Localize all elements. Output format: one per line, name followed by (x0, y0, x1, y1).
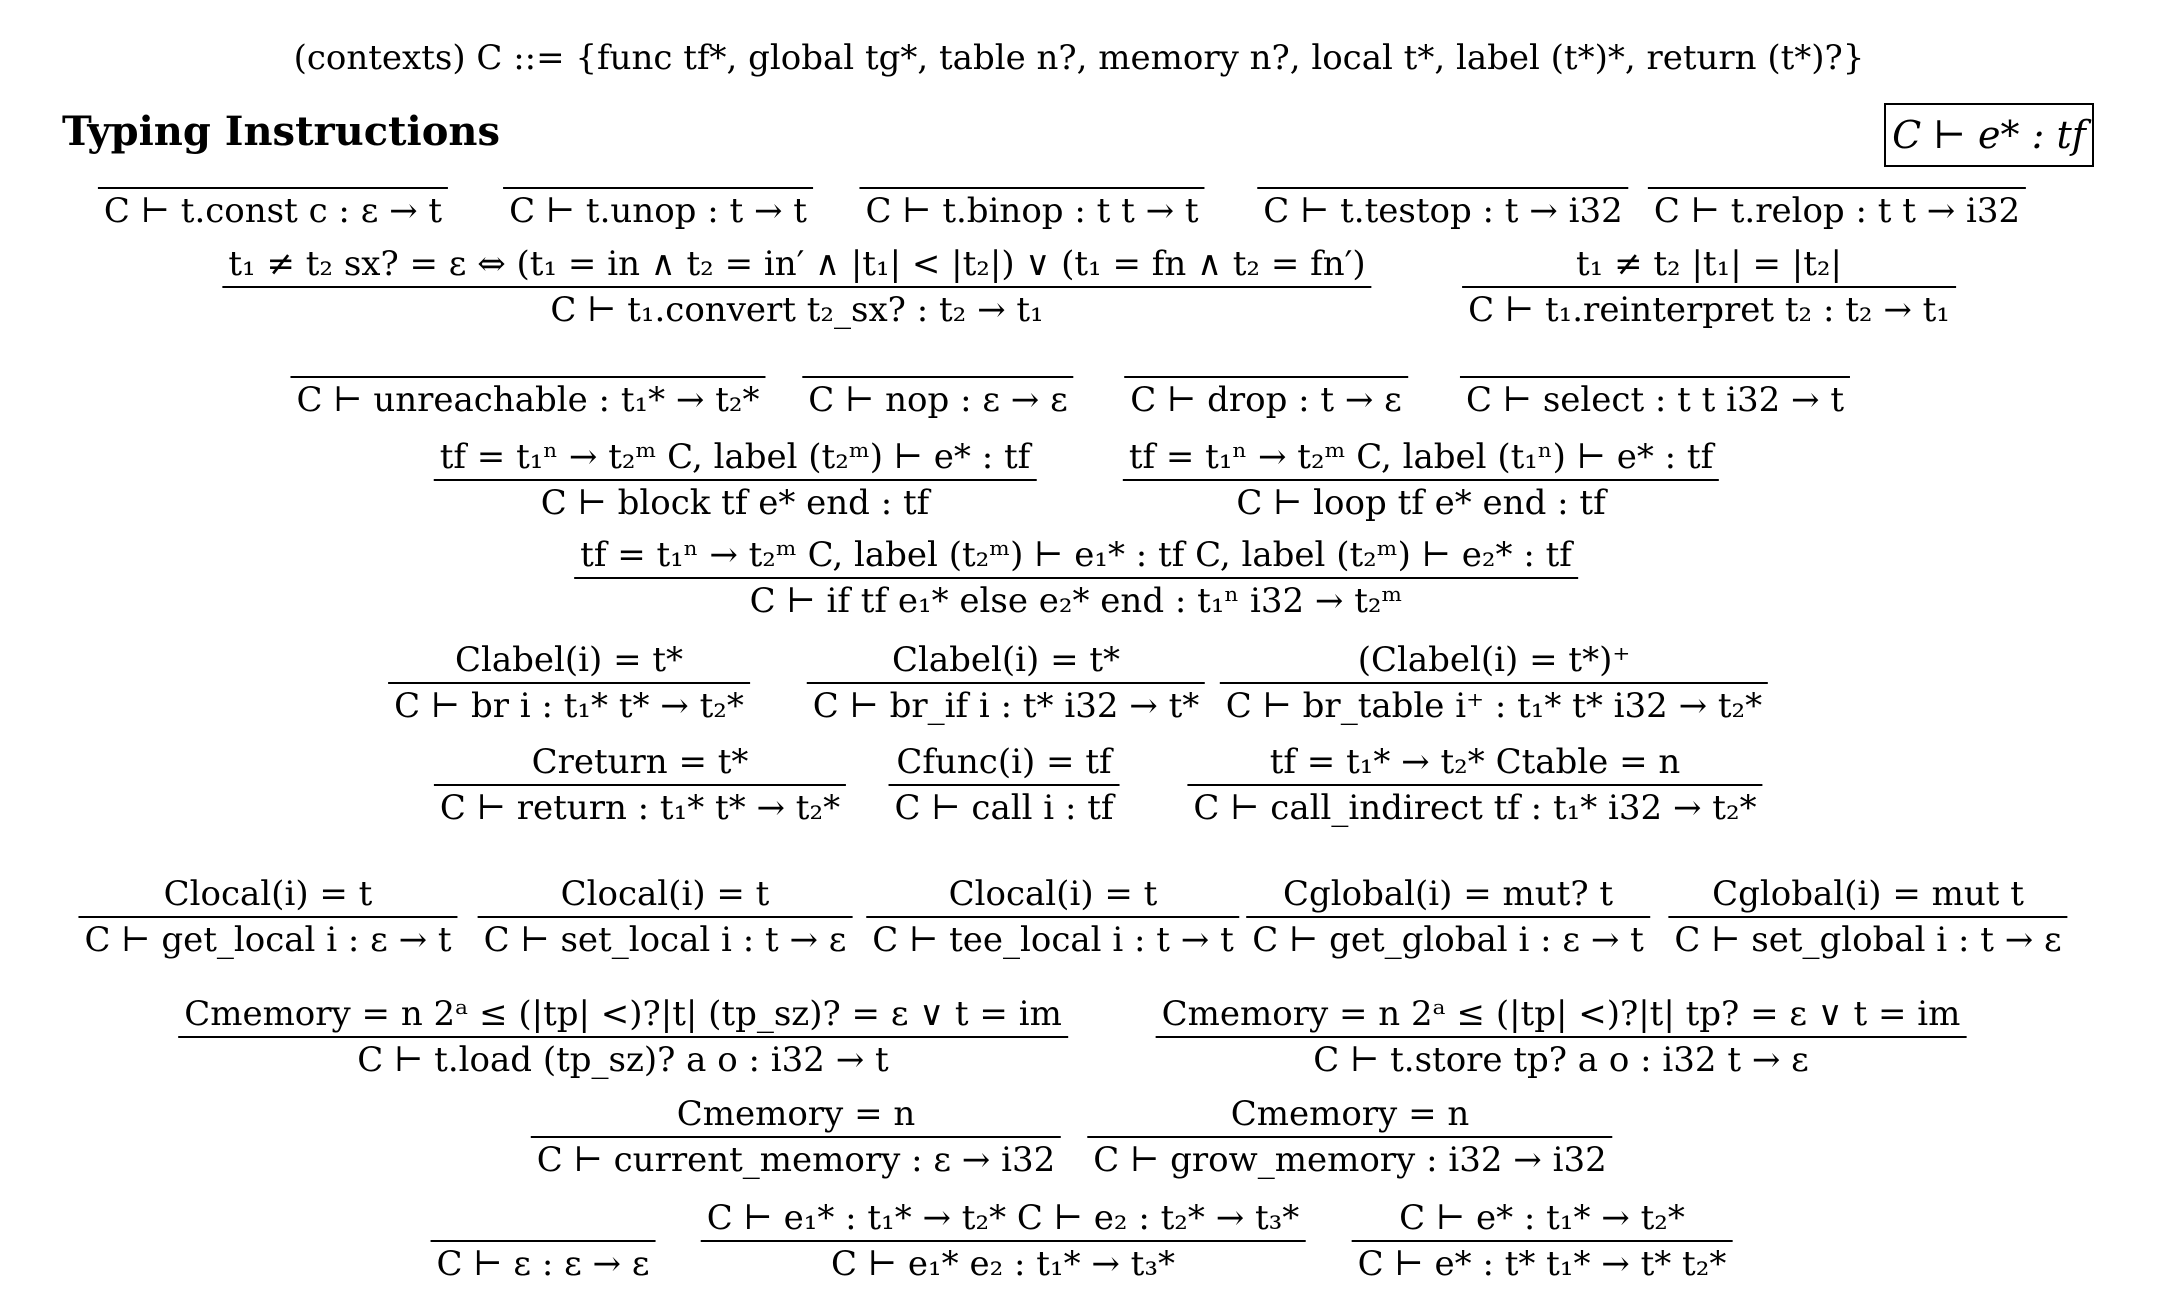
rule-call (889, 740, 1120, 830)
rule-testop (1257, 143, 1628, 233)
rule-conclusion: C ⊢ t.testop : t → i32 (1263, 191, 1623, 231)
rule-set-local (478, 872, 853, 962)
rule-conclusion: C ⊢ set_local i : t → ε (483, 920, 847, 960)
rule-premise: Cmemory = n (676, 1094, 916, 1134)
rule-conclusion: C ⊢ tee_local i : t → t (872, 920, 1234, 960)
rule-composition (701, 1196, 1306, 1286)
rule-premise: tf = t₁ⁿ → t₂ᵐ C, label (t₁ⁿ) ⊢ e* : tf (1128, 437, 1714, 477)
rule-get-local (78, 872, 457, 962)
rule-premise: Cmemory = n 2ᵃ ≤ (|tp| <)?|t| tp? = ε ∨ t = im (1161, 994, 1961, 1034)
rule-premise (1649, 332, 1661, 376)
rule-conclusion: C ⊢ nop : ε → ε (808, 380, 1068, 420)
rule-premise: tf = t₁* → t₂* Ctable = n (1269, 742, 1681, 782)
rule-row-call (0, 740, 2158, 828)
rule-row-conversion (0, 242, 2158, 330)
rule-conclusion: C ⊢ block tf e* end : tf (540, 483, 930, 523)
rule-const (98, 143, 448, 233)
rule-conclusion: C ⊢ select : t t i32 → t (1465, 380, 1845, 420)
rule-row-variables (0, 872, 2158, 960)
rule-premise: C ⊢ e* : t₁* → t₂* (1399, 1198, 1685, 1238)
rule-nop (802, 332, 1073, 422)
rule-reinterpret (1462, 242, 1956, 332)
rule-block (434, 435, 1037, 525)
rule-premise: Creturn = t* (531, 742, 749, 782)
rule-premise: Cmemory = n (1230, 1094, 1470, 1134)
rule-premise: Clocal(i) = t (560, 874, 770, 914)
rule-unreachable (290, 332, 765, 422)
rule-premise (652, 143, 664, 187)
rule-unop (503, 143, 813, 233)
rule-conclusion: C ⊢ t.binop : t t → t (865, 191, 1199, 231)
rule-conclusion: C ⊢ current_memory : ε → i32 (536, 1140, 1056, 1180)
rule-conclusion: C ⊢ t₁.reinterpret t₂ : t₂ → t₁ (1468, 290, 1950, 330)
rule-conclusion: C ⊢ loop tf e* end : tf (1236, 483, 1606, 523)
rule-conclusion: C ⊢ unreachable : t₁* → t₂* (296, 380, 760, 420)
rule-row-memory (0, 992, 2158, 1080)
rule-conclusion: C ⊢ br_if i : t* i32 → t* (812, 686, 1200, 726)
rule-call-indirect (1187, 740, 1762, 830)
rule-premise: Clabel(i) = t* (454, 640, 684, 680)
rule-conclusion: C ⊢ e* : t* t₁* → t* t₂* (1357, 1244, 1727, 1284)
rule-get-global (1246, 872, 1650, 962)
rule-conclusion: C ⊢ t.store tp? a o : i32 t → ε (1313, 1040, 1809, 1080)
rule-convert (222, 242, 1371, 332)
rule-premise (1831, 143, 1843, 187)
rule-premise (932, 332, 944, 376)
rule-conclusion: C ⊢ t.relop : t t → i32 (1653, 191, 2021, 231)
rule-row-parametric (0, 332, 2158, 420)
rule-premise (522, 332, 534, 376)
rule-br-if (807, 638, 1205, 728)
rule-if (574, 533, 1578, 623)
rule-premise: t₁ ≠ t₂ sx? = ε ⇔ (t₁ = in ∧ t₂ = in′ ∧ |t₁| < |t₂|) ∨ (t₁ = fn ∧ t₂ = fn′) (228, 244, 1366, 284)
contexts-definition: (contexts) C ::= {func tf*, global tg*, table n?, memory n?, local t*, label (t*)*, return (t*)?} (293, 38, 1865, 78)
rule-conclusion: C ⊢ call_indirect tf : t₁* i32 → t₂* (1193, 788, 1757, 828)
rule-store (1156, 992, 1967, 1082)
rule-conclusion: C ⊢ get_global i : ε → t (1252, 920, 1644, 960)
rule-premise: C ⊢ e₁* : t₁* → t₂* C ⊢ e₂ : t₂* → t₃* (706, 1198, 1300, 1238)
rule-premise (1026, 143, 1038, 187)
rule-br-table (1220, 638, 1768, 728)
rule-premise (1437, 143, 1449, 187)
rule-conclusion: C ⊢ get_local i : ε → t (84, 920, 452, 960)
rule-conclusion: C ⊢ br i : t₁* t* → t₂* (394, 686, 744, 726)
rule-conclusion: C ⊢ br_table i⁺ : t₁* t* i32 → t₂* (1225, 686, 1763, 726)
rule-conclusion: C ⊢ if tf e₁* else e₂* end : t₁ⁿ i32 → t₂ᵐ (749, 581, 1403, 621)
rule-conclusion: C ⊢ grow_memory : i32 → i32 (1093, 1140, 1607, 1180)
rule-empty-sequence (431, 1196, 656, 1286)
rule-grow-memory (1087, 1092, 1612, 1182)
rule-row-sequences (0, 1196, 2158, 1284)
rule-conclusion: C ⊢ ε : ε → ε (436, 1244, 650, 1284)
rule-relop (1648, 143, 2026, 233)
rule-drop (1124, 332, 1408, 422)
rule-premise: Clabel(i) = t* (891, 640, 1121, 680)
rule-row-if (0, 533, 2158, 621)
rule-conclusion: C ⊢ t.const c : ε → t (103, 191, 443, 231)
rule-weakening (1352, 1196, 1733, 1286)
rule-premise: Clocal(i) = t (163, 874, 373, 914)
rule-premise: Clocal(i) = t (948, 874, 1158, 914)
rule-row-block-loop (0, 435, 2158, 523)
rule-conclusion: C ⊢ t.unop : t → t (509, 191, 807, 231)
rule-premise (537, 1196, 549, 1240)
rule-conclusion: C ⊢ t₁.convert t₂_sx? : t₂ → t₁ (550, 290, 1044, 330)
judgement-box: C ⊢ e* : tf (1884, 103, 2094, 167)
rule-row-branch (0, 638, 2158, 726)
rule-premise (1260, 332, 1272, 376)
rule-premise: t₁ ≠ t₂ |t₁| = |t₂| (1575, 244, 1842, 284)
rule-premise: Cglobal(i) = mut t (1712, 874, 2024, 914)
rule-br (388, 638, 750, 728)
rule-set-global (1668, 872, 2067, 962)
rule-premise: Cglobal(i) = mut? t (1282, 874, 1614, 914)
rule-premise: Cmemory = n 2ᵃ ≤ (|tp| <)?|t| (tp_sz)? = ε ∨ t = im (184, 994, 1062, 1034)
rule-premise: (Clabel(i) = t*)⁺ (1357, 640, 1631, 680)
rule-binop (859, 143, 1204, 233)
section-heading: Typing Instructions (62, 108, 501, 155)
rule-conclusion: C ⊢ set_global i : t → ε (1674, 920, 2062, 960)
rule-row-memory-size (0, 1092, 2158, 1180)
rule-select (1460, 332, 1850, 422)
rule-tee-local (866, 872, 1239, 962)
rule-conclusion: C ⊢ call i : tf (894, 788, 1114, 828)
rule-conclusion: C ⊢ e₁* e₂ : t₁* → t₃* (831, 1244, 1175, 1284)
rule-conclusion: C ⊢ return : t₁* t* → t₂* (439, 788, 841, 828)
rule-current-memory (531, 1092, 1061, 1182)
rule-loop (1123, 435, 1719, 525)
rule-premise: tf = t₁ⁿ → t₂ᵐ C, label (t₂ᵐ) ⊢ e₁* : tf C, label (t₂ᵐ) ⊢ e₂* : tf (580, 535, 1572, 575)
rule-premise (267, 143, 279, 187)
rule-load (178, 992, 1068, 1082)
rule-premise: Cfunc(i) = tf (896, 742, 1112, 782)
rule-conclusion: C ⊢ t.load (tp_sz)? a o : i32 → t (357, 1040, 889, 1080)
rule-row-numeric (0, 143, 2158, 231)
rule-conclusion: C ⊢ drop : t → ε (1130, 380, 1402, 420)
rule-return (434, 740, 846, 830)
rule-premise: tf = t₁ⁿ → t₂ᵐ C, label (t₂ᵐ) ⊢ e* : tf (439, 437, 1031, 477)
